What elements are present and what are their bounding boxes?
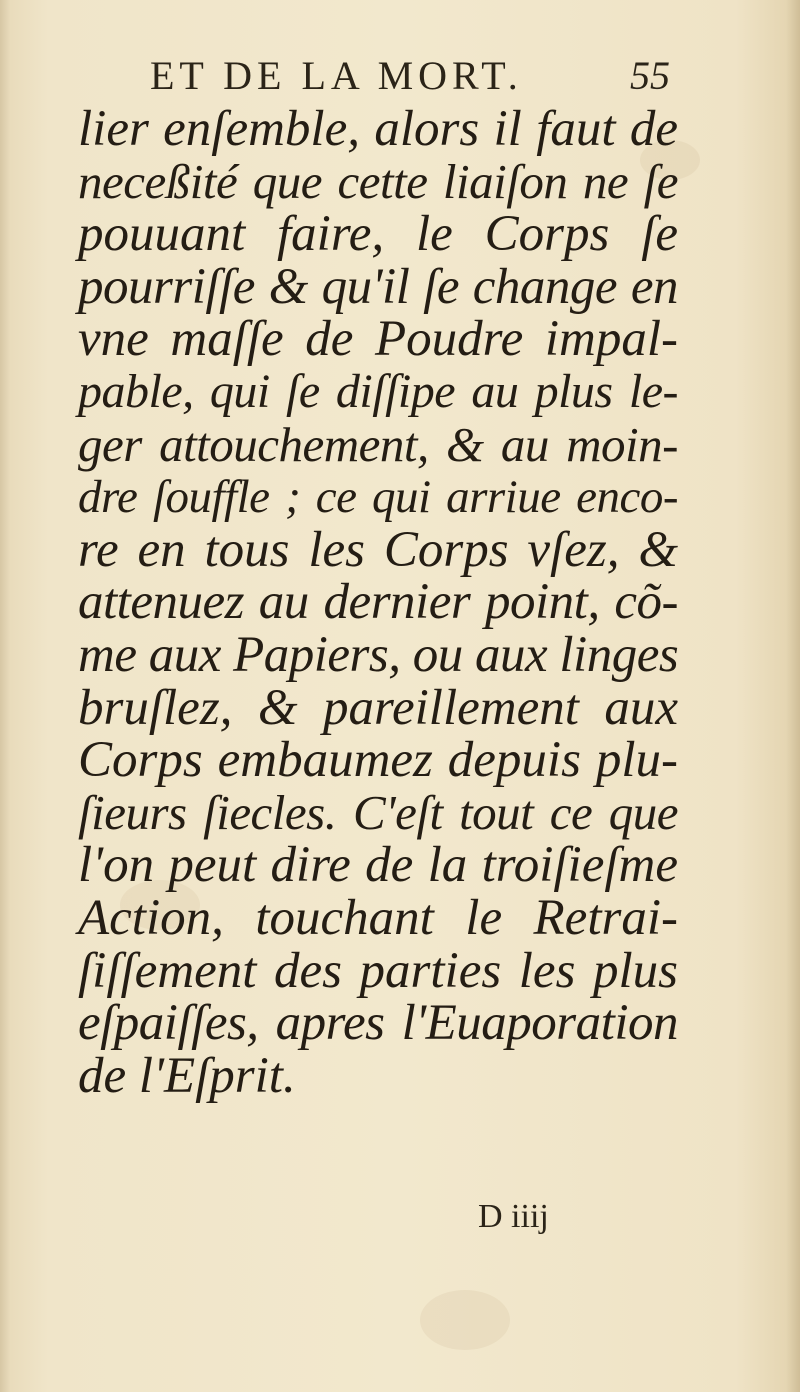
text-line: bruſlez, & pareillement aux [78,679,678,736]
body-text [78,103,678,1102]
text-line: Corps embaumez depuis plu- [78,732,678,789]
text-line: pouuant faire, le Corps ſe [78,206,678,263]
text-line: vne maſſe de Poudre impal- [78,311,678,368]
text-line: eſpaiſſes, apres l'Euaporation [78,995,678,1052]
text-line: pable, qui ſe diſſipe au plus le- [78,364,678,418]
text-line: lier enſemble, alors il faut de [78,101,678,157]
page-number: 55 [630,53,670,98]
text-line: ger attouchement, & au moin- [78,416,678,472]
text-line: dre ſouffle ; ce qui arriue enco- [78,471,678,524]
text-line: ſiſſement des parties les plus [78,942,678,999]
text-line: de l'Eſprit. [78,1047,296,1104]
text-line: pourriſſe & qu'il ſe change en [78,258,678,315]
signature-mark: D iiij [478,1198,549,1235]
running-title: ET DE LA MORT. [150,53,523,98]
page-header [150,48,670,108]
page-right-edge-shadow [786,0,800,1392]
text-line: me aux Papiers, ou aux linges [78,626,679,683]
paper-stain [420,1290,510,1350]
text-line: re en tous les Corps vſez, & [78,521,678,578]
page-left-edge-shadow [0,0,10,1392]
text-line: attenuez au dernier point, cõ- [78,574,678,631]
text-line: Action, touchant le Retrai- [78,889,678,946]
text-line: neceßité que cette liaiſon ne ſe [78,153,678,209]
text-line: l'on peut dire de la troiſieſme [78,837,678,894]
text-line: ſieurs ſiecles. C'eſt tout ce que [78,784,678,840]
